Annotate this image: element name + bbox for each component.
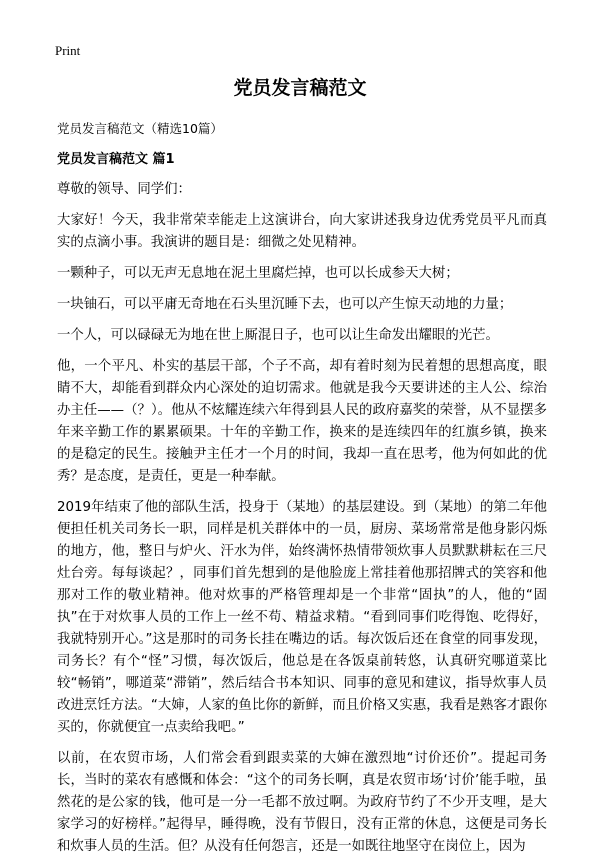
document-title: 党员发言稿范文: [233, 77, 367, 99]
person-paragraph: 一个人，可以碌碌无为地在世上厮混日子，也可以让生命发出耀眼的光芒。: [57, 328, 499, 343]
seed-paragraph: 一颗种子，可以无声无息地在泥土里腐烂掉，也可以长成参天大树；: [57, 266, 459, 281]
section-heading: 党员发言稿范文 篇1: [57, 152, 175, 167]
market-paragraph: 以前，在农贸市场，人们常会看到跟卖菜的大婶在激烈地“讨价还价”。提起司务长，当时的菜农有感慨和体会：“这个的司务长啊，真是农贸市场‘讨价’能手啦，虽然花的是公家的钱，他可是一分一毛都不放过啊。为政府节约了不少开支哩，是大家学习的好榜样。”起得早，睡得晚，没有节假日，没有正常的休息，这便是司务长和炊事人员的生活。但？从没有任何怨言，还是一如既往地坚守在岗位上，因为: [57, 751, 547, 854]
print-link[interactable]: Print: [55, 43, 81, 58]
profile-paragraph: 他，一个平凡、朴实的基层干部，个子不高，却有着时刻为民着想的思想高度，眼睛不大，却能看到群众内心深处的迫切需求。他就是我今天要讲述的主人公、综治办主任——（？）。他从不炫耀连续六年得到县人民的政府嘉奖的荣誉，从不显摆多年来辛勤工作的累累硕果。十年的辛勤工作，换来的是连续四年的红旗乡镇，换来的是稳定的民生。接触尹主任才一个月的时间，我却一直在思考，他为何如此的优秀？是态度，是责任，更是一种奉献。: [57, 359, 547, 484]
stone-paragraph: 一块铀石，可以平庸无奇地在石头里沉睡下去，也可以产生惊天动地的力量；: [57, 297, 513, 312]
document-subtitle: 党员发言稿范文（精选10篇）: [57, 121, 223, 136]
document-body: [57, 120, 547, 867]
career-paragraph: 2019年结束了他的部队生活，投身于（某地）的基层建设。到（某地）的第二年他便担任机关司务长一职，同样是机关群体中的一员，厨房、菜场常常是他身影闪烁的地方，他，整日与炉火、汗水为伴，始终满怀热情带领炊事人员默默耕耘在三尺灶台旁。每每谈起？，同事们首先想到的是他脸庞上常挂着他那招牌式的笑容和他那对工作的敬业精神。他对炊事的严格管理却是一个非常“固执”的人，他的“固执”在于对炊事人员的工作上一丝不苟、精益求精。“看到同事们吃得饱、吃得好，我就特别开心。”这是那时的司务长挂在嘴边的话。每次饭后还在食堂的同事发现，司务长？有个“怪”习惯，每次饭后，他总是在各饭桌前转悠，认真研究哪道菜比较“畅销”，哪道菜“滞销”，然后结合书本知识、同事的意见和建议，指导炊事人员改进烹饪方法。“大婶，人家的鱼比你的新鲜，而且价格又实惠，我看是熟客才跟你买的，你就便宜一点卖给我吧。”: [57, 500, 547, 735]
salutation-paragraph: 尊敬的领导、同学们：: [57, 182, 191, 197]
opening-paragraph: 大家好！今天，我非常荣幸能走上这演讲台，向大家讲述我身边优秀党员平凡而真实的点滴小事。我演讲的题目是：细微之处见精神。: [57, 213, 547, 250]
